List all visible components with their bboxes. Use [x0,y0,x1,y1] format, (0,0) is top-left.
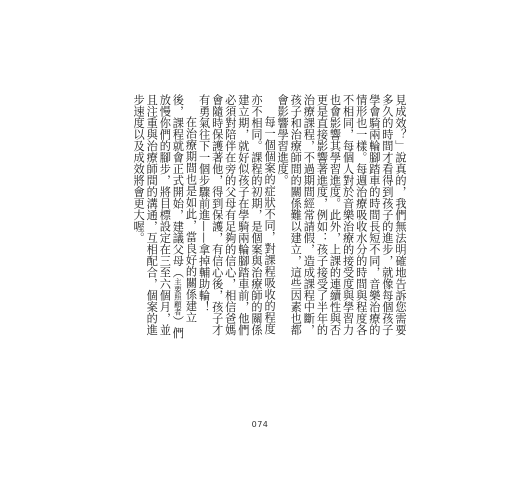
inline-note: 主要照顧者 [173,278,183,316]
body-text [115,94,407,344]
paragraph-text: 每一個個案的症狀不同，對課程吸收的程度亦不相同。課程的初期，是個案與治療師的關係建立期，就好似孩子在學騎兩輪腳踏車前，他們必須對陪伴在旁的父母有足夠的信心，相信爸媽會隨時保護著他，得到保護，有信心後，孩子才有勇氣往下一個步驟前進——拿掉輔助輪！ [197,94,277,336]
paragraph [198,94,277,344]
paragraph-text: ）們放慢你們的腳步，將目標設定在三至六個月，並且注重與治療師間的溝通，互相配合，個案的進步速度以及成效將會更大喔。 [132,94,185,339]
paragraph [132,94,197,344]
paragraph [276,94,407,344]
page-number: 074 [251,420,269,429]
paragraph-text: 在治療期間也是如此，當良好的關係建立後，課程就會正式開始，建議父母（ [171,94,198,324]
paragraph-text: 見成效？」說真的，我們無法明確地告訴您需要多久的時間才看得到孩子的進步，就像每個孩子學會騎兩輪腳踏車的時間長短不同，音樂治療的情形也一樣。每週治療吸收水分的時間與程度各不相同，每個人對於音樂治療的接受度與學習力也會影響其學習進度。此外，上課的連續性與否更是直接影響著進度，例如：孩子接受了半年的治療課程，不過期間經常請假，造成課程中斷，孩子和治療師間的關係難以建立，這些因素也都會影響學習進度。 [276,94,407,336]
